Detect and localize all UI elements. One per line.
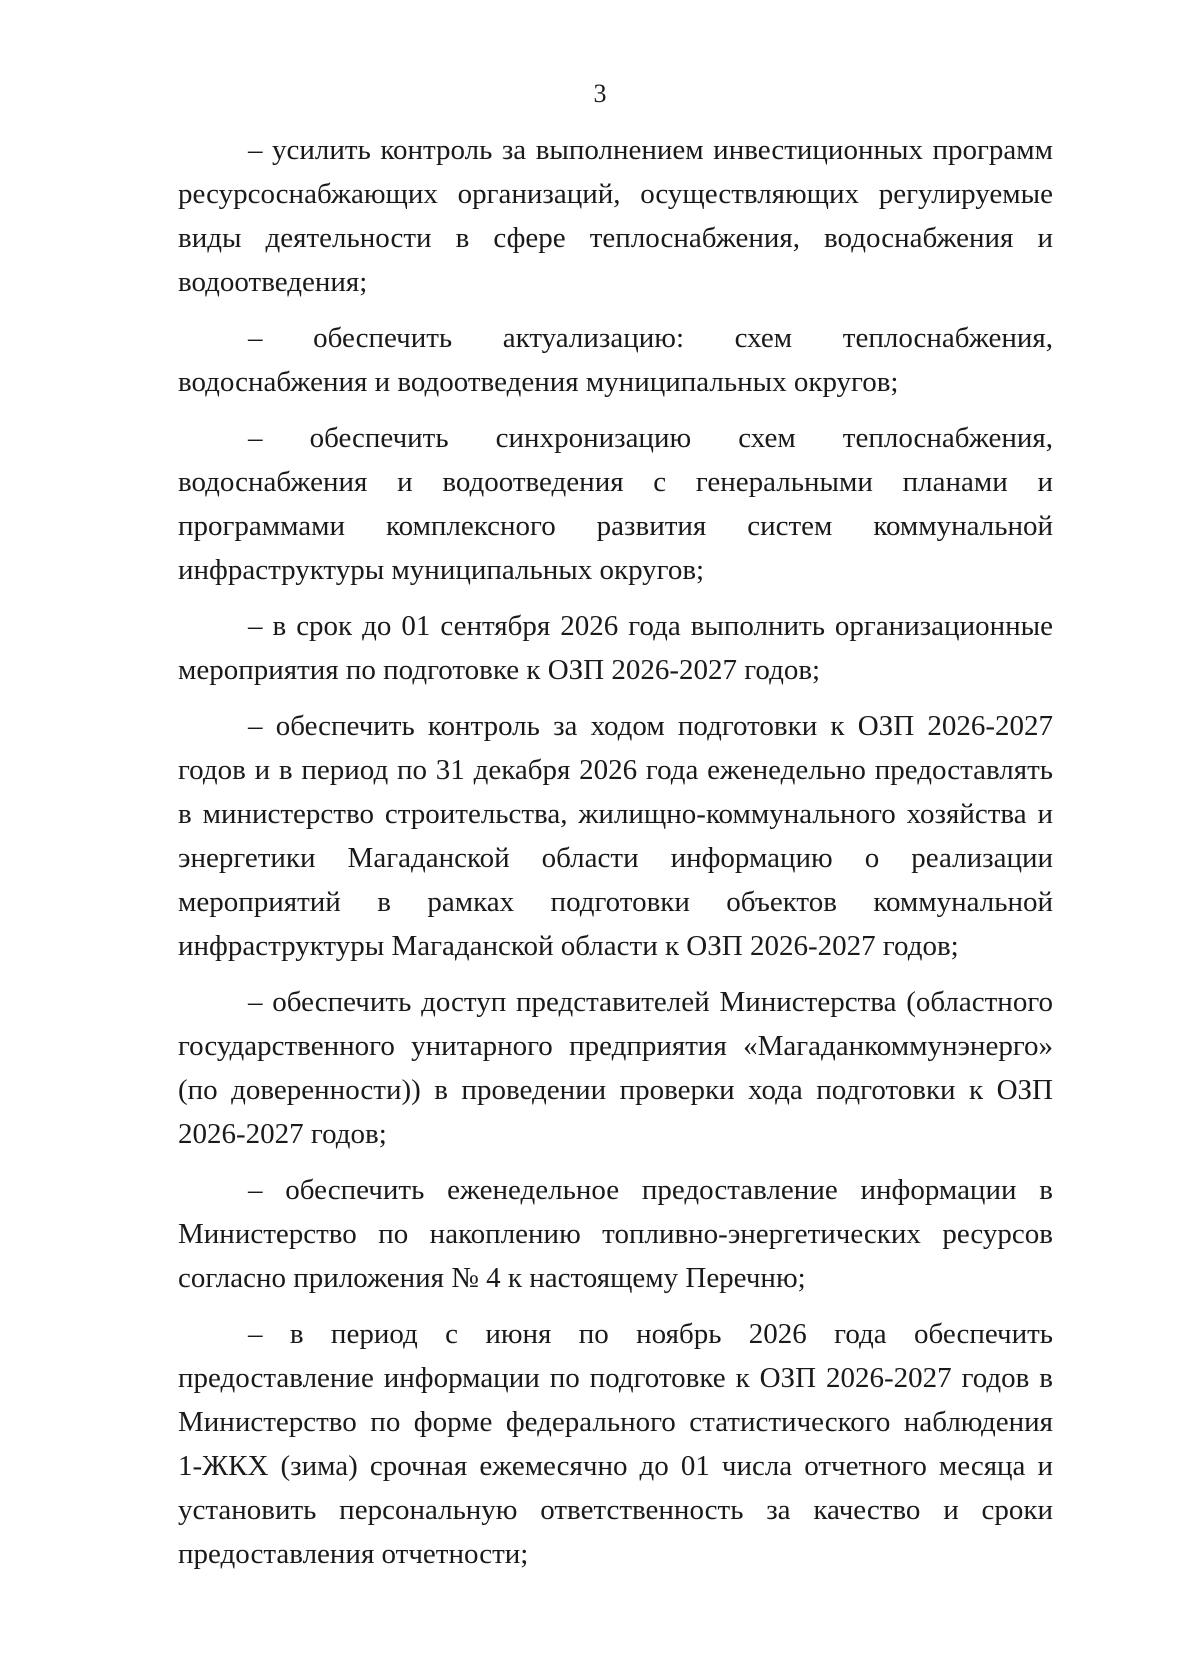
paragraph-inspection-access: – обеспечить доступ представителей Министерства (областного государственного унитарного предприятия «Магаданкоммунэнерго» (по доверенности)) в проведении проверки хода подготовки к ОЗП 2026-2027 годов; xyxy=(178,986,1053,1150)
document-body xyxy=(178,128,1053,1588)
paragraph-scheme-sync: – обеспечить синхронизацию схем теплоснабжения, водоснабжения и водоотведения с генеральными планами и программами комплексного развития систем коммунальной инфраструктуры муниципальных округов; xyxy=(178,422,1053,586)
paragraph-scheme-update: – обеспечить актуализацию: схем теплоснабжения, водоснабжения и водоотведения муниципальных округов; xyxy=(178,322,1053,398)
page-number: 3 xyxy=(593,79,607,108)
paragraph-investment-control: – усилить контроль за выполнением инвестиционных программ ресурсоснабжающих организаций, осуществляющих регулируемые виды деятельности в сфере теплоснабжения, водоснабжения и водоотведения; xyxy=(178,134,1053,298)
paragraph-organizational-measures: – в срок до 01 сентября 2026 года выполнить организационные мероприятия по подготовке к ОЗП 2026-2027 годов; xyxy=(178,610,1053,686)
paragraph-monthly-statistics: – в период с июня по ноябрь 2026 года обеспечить предоставление информации по подготовке к ОЗП 2026-2027 годов в Министерство по форме федерального статистического наблюдения 1-ЖКХ (зима) срочная ежемесячно до 01 числа отчетного месяца и установить персональную ответственность за качество и сроки предоставления отчетности; xyxy=(178,1318,1053,1570)
paragraph-weekly-reporting: – обеспечить еженедельное предоставление информации в Министерство по накоплению топливно-энергетических ресурсов согласно приложения № 4 к настоящему Перечню; xyxy=(178,1174,1053,1294)
paragraph-preparation-control: – обеспечить контроль за ходом подготовки к ОЗП 2026-2027 годов и в период по 31 декабря 2026 года еженедельно предоставлять в министерство строительства, жилищно-коммунального хозяйства и энергетики Магаданской области информацию о реализации мероприятий в рамках подготовки объектов коммунальной инфраструктуры Магаданской области к ОЗП 2026-2027 годов; xyxy=(178,710,1053,962)
